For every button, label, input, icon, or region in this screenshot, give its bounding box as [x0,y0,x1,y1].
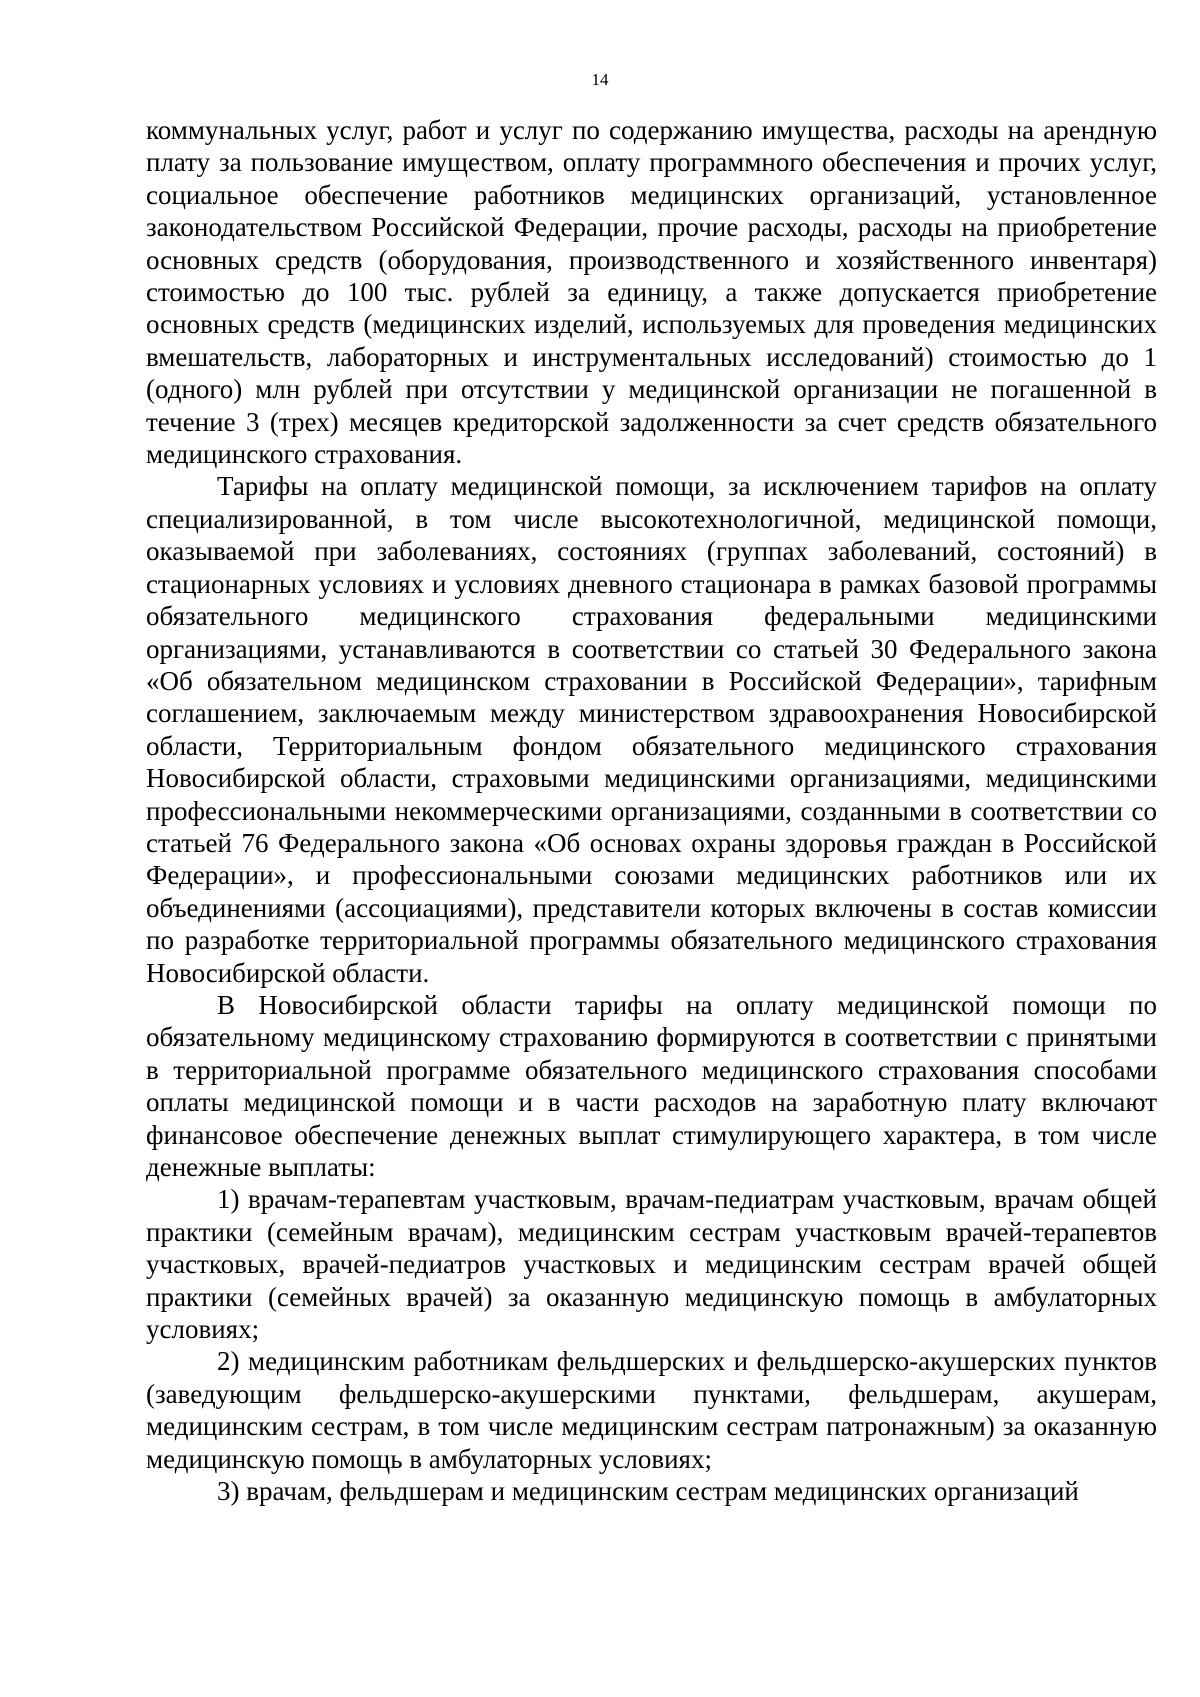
paragraph-tariffs-federal: Тарифы на оплату медицинской помощи, за исключением тарифов на оплату специализированной, в том числе высокотехнологичной, медицинской помощи, оказываемой при заболеваниях, состояниях (группах заболеваний, состояний) в стационарных условиях и условиях дневного стационара в рамках базовой программы обязательного медицинского страхования федеральными медицинскими организациями, устанавливаются в соответствии со статьей 30 Федерального закона «Об обязательном медицинском страховании в Российской Федерации», тарифным соглашением, заключаемым между министерством здравоохранения Новосибирской области, Территориальным фондом обязательного медицинского страхования Новосибирской области, страховыми медицинскими организациями, медицинскими профессиональными некоммерческими организациями, созданными в соответствии со статьей 76 Федерального закона «Об основах охраны здоровья граждан в Российской Федерации», и профессиональными союзами медицинских работников или их объединениями (ассоциациями), представители которых включены в состав комиссии по разработке территориальной программы обязательного медицинского страхования Новосибирской области. [146,471,1157,988]
page-number: 14 [591,70,609,89]
list-item-1: 1) врачам-терапевтам участковым, врачам-педиатрам участковым, врачам общей практики (семейным врачам), медицинским сестрам участковым врачей-терапевтов участковых, врачей-педиатров участковых и медицинским сестрам врачей общей практики (семейных врачей) за оказанную медицинскую помощь в амбулаторных условиях; [146,1184,1157,1345]
paragraph-expenses-continuation: коммунальных услуг, работ и услуг по содержанию имущества, расходы на арендную плату за пользование имуществом, оплату программного обеспечения и прочих услуг, социальное обеспечение работников медицинских организаций, установленное законодательством Российской Федерации, прочие расходы, расходы на приобретение основных средств (оборудования, производственного и хозяйственного инвентаря) стоимостью до 100 тыс. рублей за единицу, а также допускается приобретение основных средств (медицинских изделий, используемых для проведения медицинских вмешательств, лабораторных и инструментальных исследований) стоимостью до 1 (одного) млн рублей при отсутствии у медицинской организации не погашенной в течение 3 (трех) месяцев кредиторской задолженности за счет средств обязательного медицинского страхования. [146,115,1157,470]
list-item-3: 3) врачам, фельдшерам и медицинским сестрам медицинских организаций [217,1476,1079,1507]
list-item-2: 2) медицинским работникам фельдшерских и фельдшерско-акушерских пунктов (заведующим фельдшерско-акушерскими пунктами, фельдшерам, акушерам, медицинским сестрам, в том числе медицинским сестрам патронажным) за оказанную медицинскую помощь в амбулаторных условиях; [146,1346,1157,1474]
document-body [146,114,1157,1507]
paragraph-tariffs-novosibirsk: В Новосибирской области тарифы на оплату медицинской помощи по обязательному медицинскому страхованию формируются в соответствии с принятыми в территориальной программе обязательного медицинского страхования способами оплаты медицинской помощи и в части расходов на заработную плату включают финансовое обеспечение денежных выплат стимулирующего характера, в том числе денежные выплаты: [146,989,1157,1182]
